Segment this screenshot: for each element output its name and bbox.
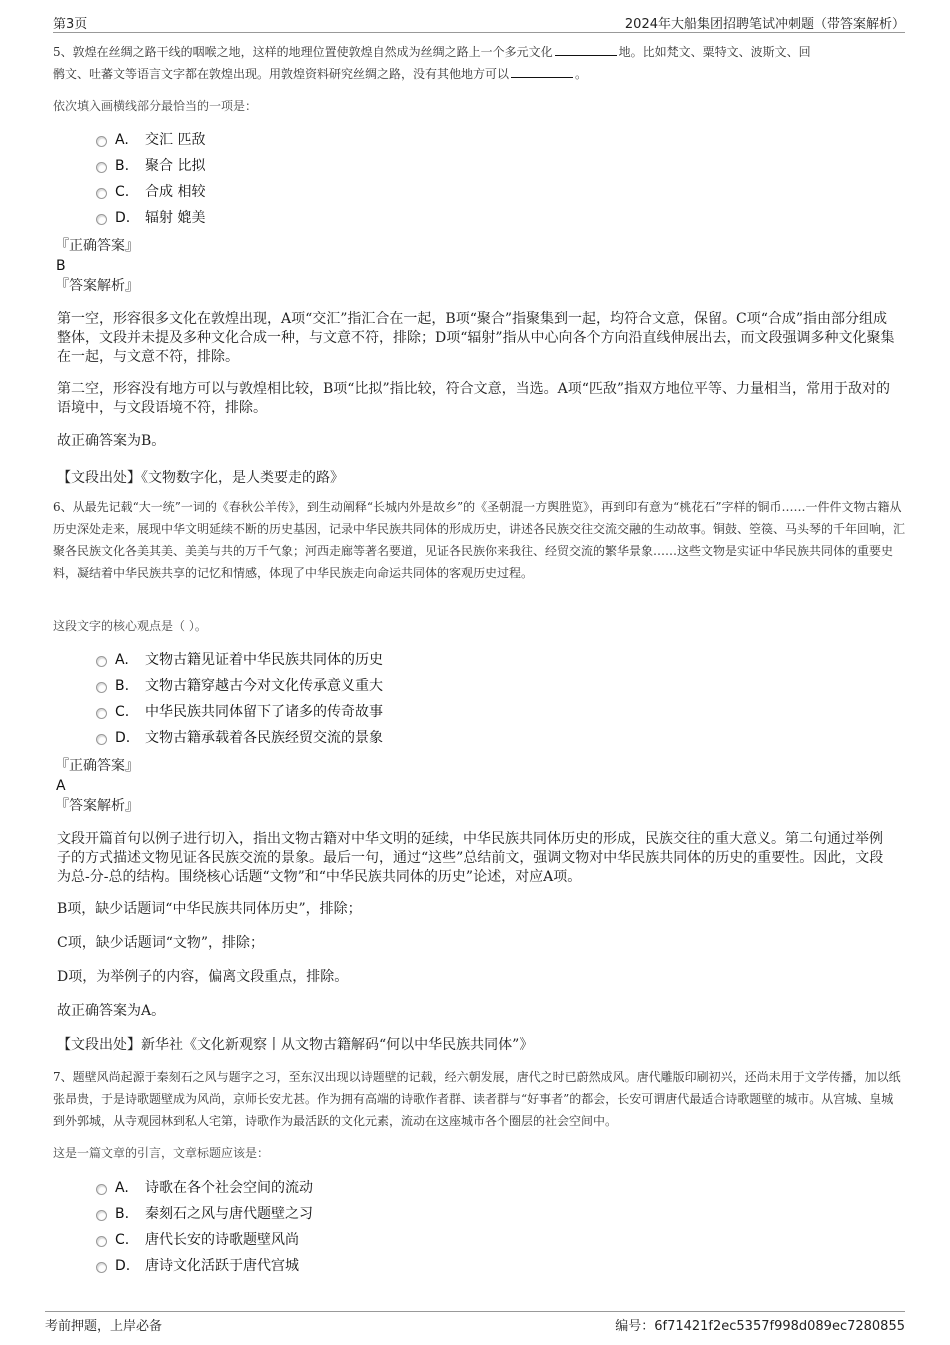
correct-answer: A — [56, 778, 66, 794]
passage-source: 【文段出处】《文物数字化，是人类要走的路》 — [57, 470, 344, 486]
radio-icon[interactable] — [96, 162, 107, 173]
option-b[interactable]: B. 文物古籍穿越古今对文化传承意义重大 — [53, 673, 383, 699]
radio-icon[interactable] — [96, 1236, 107, 1247]
document-title: 2024年大船集团招聘笔试冲刺题（带答案解析） — [624, 17, 905, 32]
radio-icon[interactable] — [96, 682, 107, 693]
passage-source: 【文段出处】新华社《文化新观察丨从文物古籍解码“何以中华民族共同体”》 — [57, 1037, 534, 1053]
question-stem: 7、题壁风尚起源于秦刻石之风与题字之习，至东汉出现以诗题壁的记载，经六朝发展，唐代之时已蔚然成风。唐代雕版印刷初兴，还尚未用于文学传播，加以纸张昂贵，于是诗歌题壁成为风尚，京师长安尤甚。作为拥有高端的诗歌作者群、读者群与“好事者”的都会，长安可谓唐代最适合诗歌题壁的城市。从宫城、皇城到外郭城，从寺观园林到私人宅第，诗歌作为最活跃的文化元素，流动在这座城市各个圈层的社会空间中。 — [53, 1070, 901, 1128]
option-list — [53, 127, 205, 231]
option-a[interactable]: A. 文物古籍见证着中华民族共同体的历史 — [53, 647, 383, 673]
option-a[interactable]: A. 交汇 匹敌 — [53, 127, 205, 153]
fill-blank — [511, 64, 573, 78]
serial-number: 编号：6f71421f2ec5357f998d089ec7280855 — [615, 1319, 905, 1334]
analysis-label: 『答案解析』 — [55, 798, 139, 814]
option-c[interactable]: C. 中华民族共同体留下了诸多的传奇故事 — [53, 699, 383, 725]
analysis-label: 『答案解析』 — [55, 278, 139, 294]
option-list — [53, 647, 383, 751]
radio-icon[interactable] — [96, 136, 107, 147]
radio-icon[interactable] — [96, 734, 107, 745]
correct-answer-label: 『正确答案』 — [55, 238, 139, 254]
analysis-paragraph: C项，缺少话题词“文物”，排除； — [57, 935, 265, 951]
option-b[interactable]: B. 秦刻石之风与唐代题壁之习 — [53, 1201, 313, 1227]
fill-blank — [555, 42, 617, 56]
option-a[interactable]: A. 诗歌在各个社会空间的流动 — [53, 1175, 313, 1201]
radio-icon[interactable] — [96, 1210, 107, 1221]
option-d[interactable]: D. 辐射 媲美 — [53, 205, 205, 231]
analysis-conclusion: 故正确答案为A。 — [57, 1003, 166, 1019]
option-c[interactable]: C. 唐代长安的诗歌题壁风尚 — [53, 1227, 313, 1253]
analysis-paragraph: 第一空，形容很多文化在敦煌出现，A项“交汇”指汇合在一起，B项“聚合”指聚集到一起，均符合文意，保留。C项“合成”指由部分组成整体，文段并未提及多种文化合成一种，与文意不符，排除；D项“辐射”指从中心向各个方向沿直线伸展出去，而文段强调多种文化聚集在一起，与文意不符，排除。 — [57, 311, 895, 365]
option-c[interactable]: C. 合成 相较 — [53, 179, 205, 205]
radio-icon[interactable] — [96, 1184, 107, 1195]
question-prompt: 这段文字的核心观点是（ ）。 — [53, 619, 207, 633]
radio-icon[interactable] — [96, 708, 107, 719]
option-d[interactable]: D. 文物古籍承载着各民族经贸交流的景象 — [53, 725, 383, 751]
radio-icon[interactable] — [96, 214, 107, 225]
radio-icon[interactable] — [96, 656, 107, 667]
radio-icon[interactable] — [96, 1262, 107, 1273]
analysis-paragraph: 文段开篇首句以例子进行切入，指出文物古籍对中华文明的延续，中华民族共同体历史的形成，民族交往的重大意义。第二句通过举例子的方式描述文物见证各民族交流的景象。最后一句，通过“这些”总结前文，强调文物对中华民族共同体的历史的重要性。因此，文段为总-分-总的结构。围绕核心话题“文物”和“中华民族共同体的历史”论述，对应A项。 — [57, 831, 884, 885]
question-prompt: 这是一篇文章的引言，文章标题应该是： — [53, 1146, 270, 1160]
page-header — [53, 10, 905, 33]
correct-answer: B — [56, 258, 66, 274]
question-stem: 5、敦煌在丝绸之路干线的咽喉之地，这样的地理位置使敦煌自然成为丝绸之路上一个多元文化 地。比如梵文、粟特文、波斯文、回 鹘文、吐蕃文等语言文字都在敦煌出现。用敦煌资料研究丝绸之路，没有其他地方可以 。 — [53, 41, 905, 85]
analysis-paragraph: 第二空，形容没有地方可以与敦煌相比较，B项“比拟”指比较，符合文意，当选。A项“匹敌”指双方地位平等、力量相当，常用于敌对的语境中，与文段语境不符，排除。 — [57, 381, 891, 416]
question-prompt: 依次填入画横线部分最恰当的一项是： — [53, 99, 258, 113]
radio-icon[interactable] — [96, 188, 107, 199]
question-stem: 6、从最先记载“大一统”一词的《春秋公羊传》，到生动阐释“长城内外是故乡”的《圣朝混一方舆胜览》，再到印有意为“桃花石”字样的铜币……一件件文物古籍从历史深处走来，展现中华文明延续不断的历史基因，记录中华民族共同体的形成历史，讲述各民族交往交流交融的生动故事。铜鼓、箜篌、马头琴的千年回响，汇聚各民族文化各美其美、美美与共的万千气象；河西走廊等著名要道，见证各民族你来我往、经贸交流的繁华景象……这些文物是实证中华民族共同体的重要史料，凝结着中华民族共享的记忆和情感，体现了中华民族走向命运共同体的客观历史过程。 — [53, 500, 906, 580]
correct-answer-label: 『正确答案』 — [55, 758, 139, 774]
analysis-paragraph: D项，为举例子的内容，偏离文段重点，排除。 — [57, 969, 349, 985]
page-number: 第3页 — [53, 17, 88, 32]
page-footer — [45, 1311, 905, 1334]
analysis-conclusion: 故正确答案为B。 — [57, 433, 166, 449]
question-5 — [53, 41, 905, 85]
option-list — [53, 1175, 313, 1279]
footer-slogan: 考前押题，上岸必备 — [45, 1319, 163, 1334]
analysis-paragraph: B项，缺少话题词“中华民族共同体历史”，排除； — [57, 901, 362, 917]
option-d[interactable]: D. 唐诗文化活跃于唐代宫城 — [53, 1253, 313, 1279]
option-b[interactable]: B. 聚合 比拟 — [53, 153, 205, 179]
